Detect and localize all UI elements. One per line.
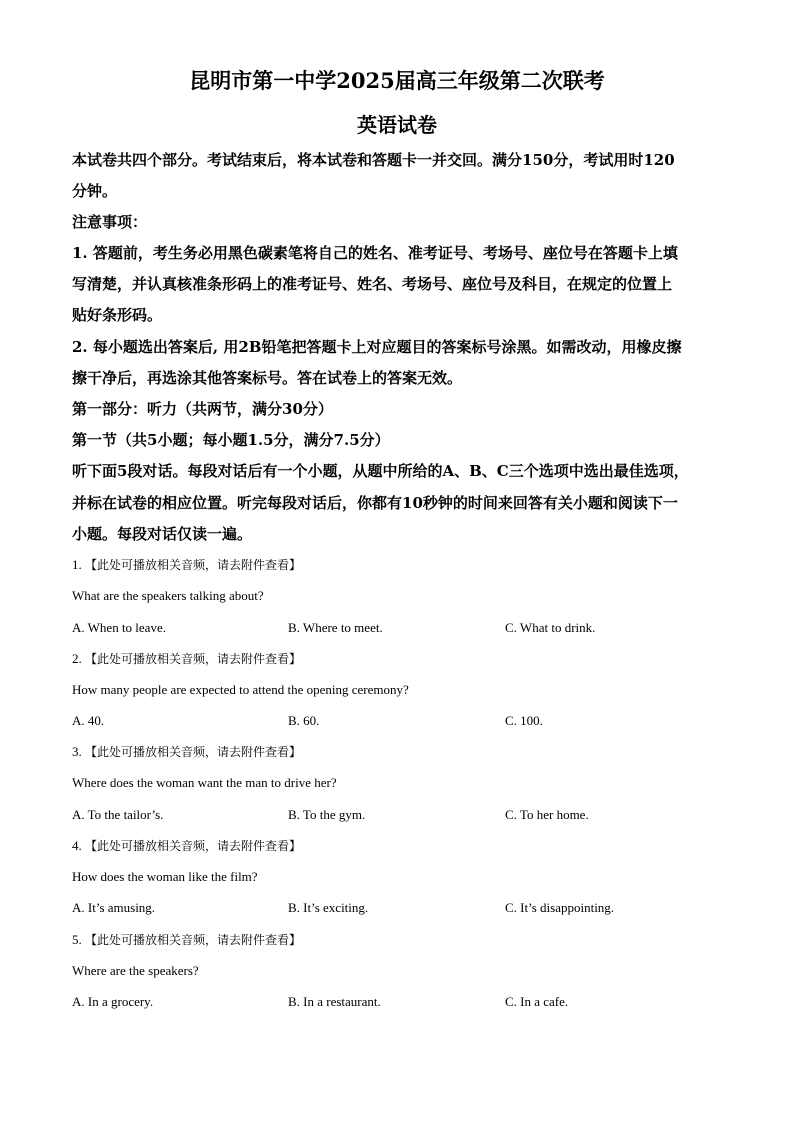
question-4-prompt: How does the woman like the film? [72,869,258,884]
option-c: C. To her home. [505,807,589,822]
question-5-header [72,931,732,949]
question-2-prompt: How many people are expected to attend the opening ceremony? [72,682,409,697]
question-3-header [72,743,732,761]
question-5-prompt: Where are the speakers? [72,963,199,978]
notice-1-line-3: 贴好条形码。 [72,306,163,324]
audio-note: 【此处可播放相关音频，请去附件查看】 [85,652,302,666]
notice-2-line-2: 擦干净后，再选涂其他答案标号。答在试卷上的答案无效。 [72,369,463,387]
question-3-options [72,806,732,824]
question-number: 2. [72,651,82,666]
question-3-prompt: Where does the woman want the man to drive her? [72,775,337,790]
section-1-heading: 第一节（共5小题；每小题1.5分，满分7.5分） [72,431,390,449]
intro-line-2: 分钟。 [72,182,118,200]
instructions-line-2: 并标在试卷的相应位置。听完每段对话后，你都有10秒钟的时间来回答有关小题和阅读下一 [72,494,678,512]
question-number: 5. [72,932,82,947]
audio-note: 【此处可播放相关音频，请去附件查看】 [85,745,302,759]
question-5-options [72,993,732,1011]
audio-note: 【此处可播放相关音频，请去附件查看】 [85,839,302,853]
question-2-options [72,712,732,730]
instructions-line-3: 小题。每段对话仅读一遍。 [72,525,253,543]
option-c: C. In a cafe. [505,994,569,1009]
option-a: A. 40. [72,713,105,728]
option-a: A. To the tailor’s. [72,807,164,822]
question-4-options [72,899,732,917]
exam-title: 昆明市第一中学2025届高三年级第二次联考 [189,68,605,93]
option-b: B. Where to meet. [288,620,383,635]
exam-subtitle: 英语试卷 [357,113,437,137]
part-1-heading: 第一部分：听力（共两节，满分30分） [72,400,333,418]
notice-1-line-2: 写清楚，并认真核准条形码上的准考证号、姓名、考场号、座位号及科目，在规定的位置上 [72,275,673,293]
audio-note: 【此处可播放相关音频，请去附件查看】 [85,933,302,947]
question-4-header [72,837,732,855]
question-1-options [72,619,732,637]
notice-2-line-1: 2. 每小题选出答案后, 用2B铅笔把答题卡上对应题目的答案标号涂黑。如需改动，用橡皮擦 [72,338,682,356]
question-1-prompt: What are the speakers talking about? [72,588,264,603]
instructions-line-1: 听下面5段对话。每段对话后有一个小题，从题中所给的A、B、C三个选项中选出最佳选项， [72,462,689,480]
option-a: A. When to leave. [72,620,166,635]
option-a: A. In a grocery. [72,994,154,1009]
question-1-header [72,556,732,574]
question-2-header [72,650,732,668]
option-c: C. 100. [505,713,543,728]
question-number: 1. [72,557,82,572]
audio-note: 【此处可播放相关音频，请去附件查看】 [85,558,302,572]
option-a: A. It’s amusing. [72,900,156,915]
option-b: B. It’s exciting. [288,900,369,915]
option-c: C. What to drink. [505,620,596,635]
option-b: B. To the gym. [288,807,366,822]
notice-heading: 注意事项： [72,213,148,231]
intro-line-1: 本试卷共四个部分。考试结束后，将本试卷和答题卡一并交回。满分150分，考试用时120 [72,151,675,169]
option-b: B. In a restaurant. [288,994,381,1009]
option-b: B. 60. [288,713,320,728]
question-number: 3. [72,744,82,759]
option-c: C. It’s disappointing. [505,900,615,915]
notice-1-line-1: 1. 答题前，考生务必用黑色碳素笔将自己的姓名、准考证号、考场号、座位号在答题卡上填 [72,244,678,262]
question-number: 4. [72,838,82,853]
